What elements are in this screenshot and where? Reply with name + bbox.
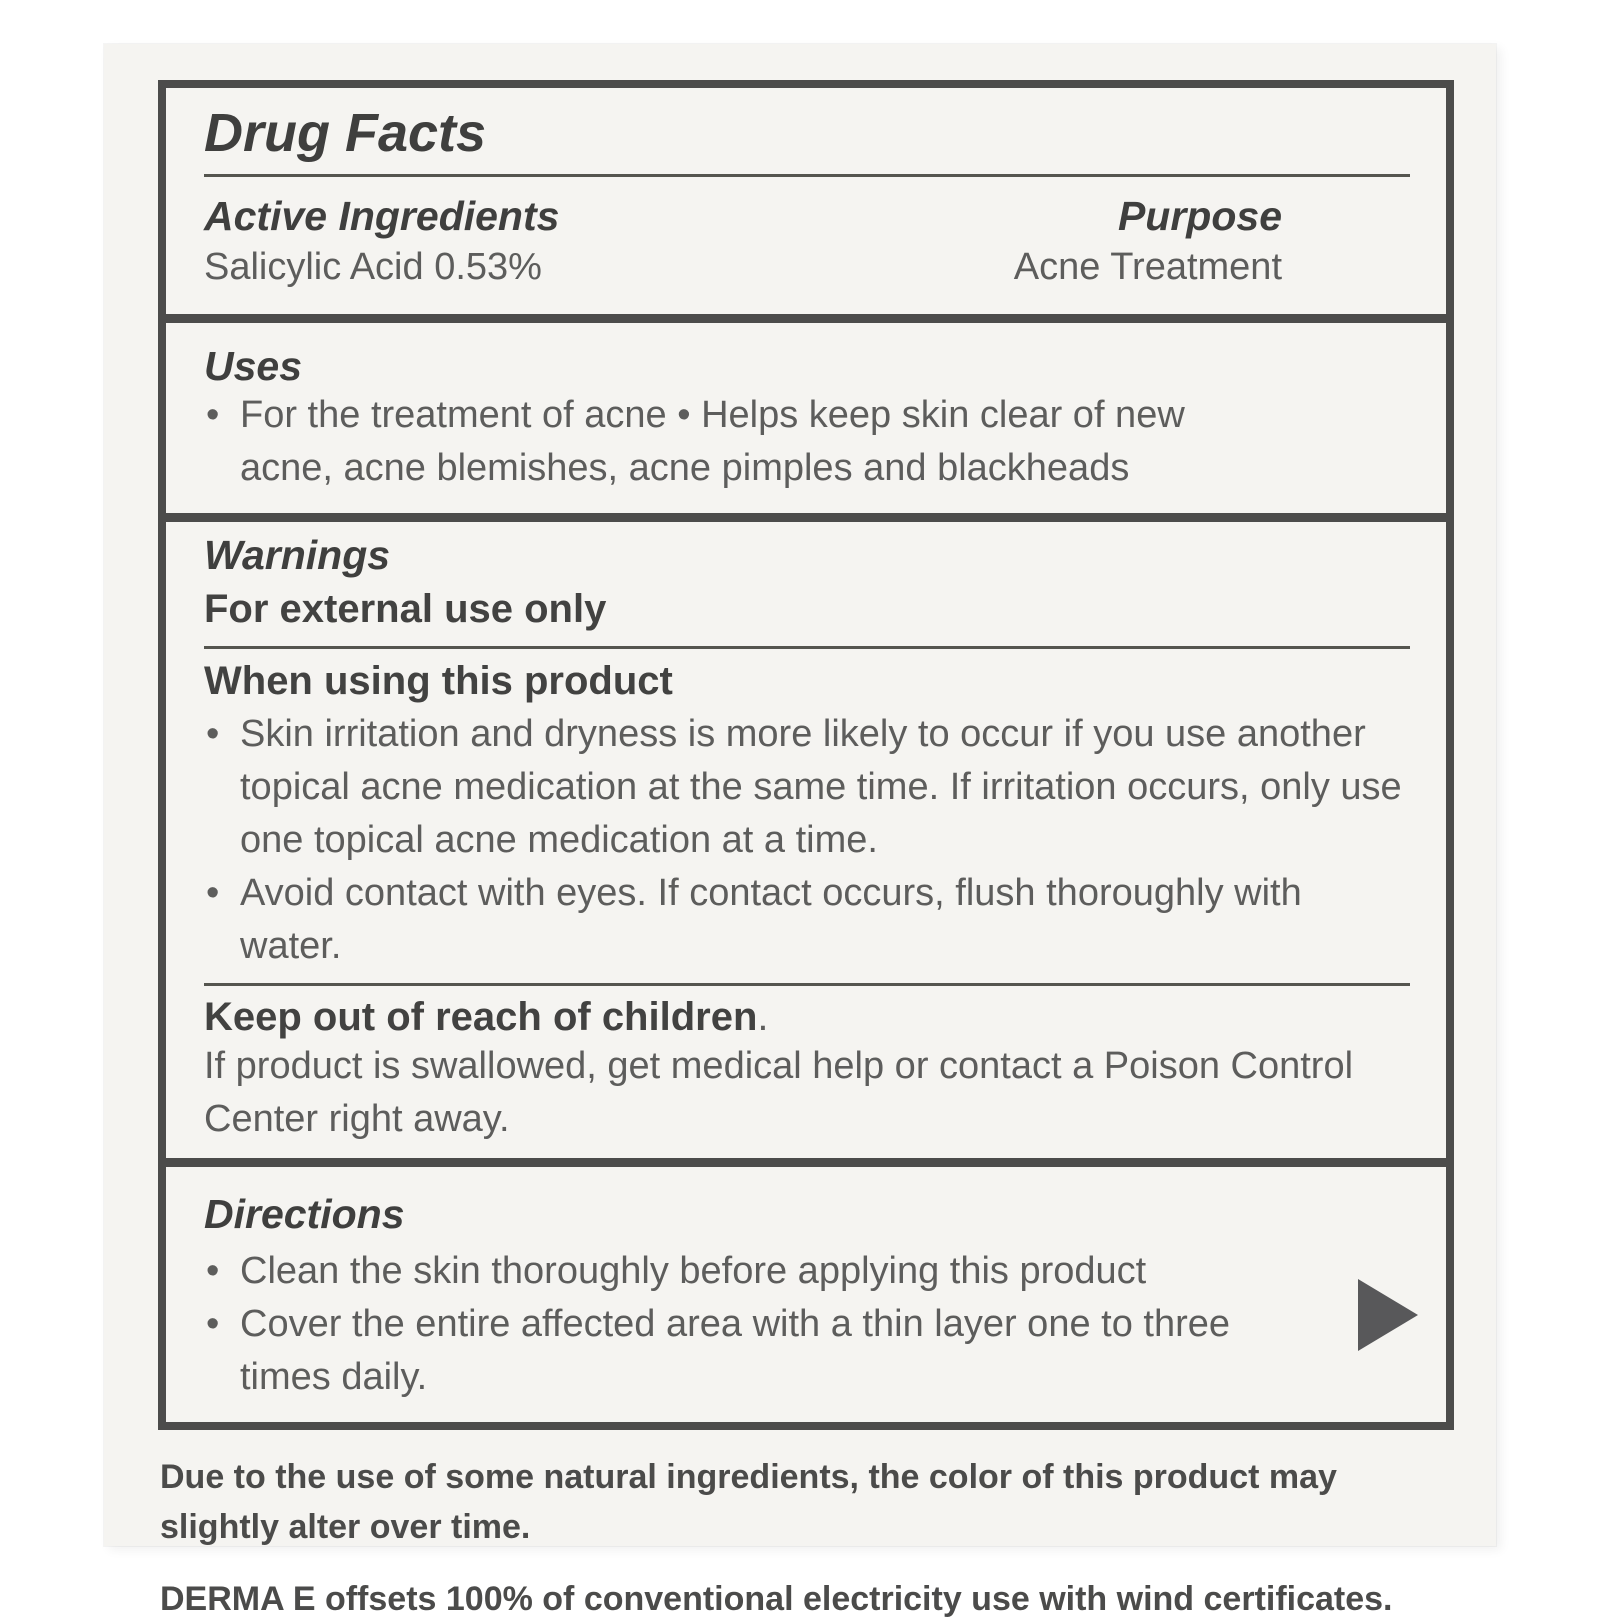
purpose-heading: Purpose — [1117, 193, 1282, 239]
active-ingredients-row — [204, 193, 1410, 294]
active-ingredient-value: Salicylic Acid 0.53% — [204, 246, 542, 288]
when-using-bullet-item: • Skin irritation and dryness is more likely to occur if you use another topical acne medication at the same time. If irritation occurs, only use one topical acne medication at a time. — [204, 708, 1410, 867]
when-using-bullet-item: • Avoid contact with eyes. If contact occurs, flush thoroughly with water. — [204, 867, 1410, 973]
wind-certificates-note: DERMA E offsets 100% of conventional electricity use with wind certificates. — [160, 1580, 1393, 1618]
footer-notes — [160, 1452, 1452, 1624]
directions-heading: Directions — [204, 1191, 405, 1237]
directions-bullet-item: • Cover the entire affected area with a thin layer one to three times daily. — [204, 1298, 1324, 1404]
continue-arrow-icon — [1358, 1279, 1418, 1351]
uses-bullet-item: • For the treatment of acne • Helps keep skin clear of new acne, acne blemishes, acne pimples and blackheads — [204, 389, 1209, 495]
purpose-column — [1014, 193, 1410, 294]
warnings-divider-1 — [204, 646, 1410, 649]
purpose-value: Acne Treatment — [1013, 246, 1282, 288]
title-divider — [204, 174, 1410, 177]
warnings-divider-2 — [204, 983, 1410, 986]
color-change-note: Due to the use of some natural ingredients, the color of this product may slightly alter over time. — [160, 1458, 1337, 1546]
keep-out-heading-bold: Keep out of reach of children — [204, 995, 758, 1039]
drug-facts-title: Drug Facts — [204, 103, 487, 163]
section-header — [166, 88, 1446, 314]
warnings-heading: Warnings — [204, 532, 391, 578]
keep-out-body: If product is swallowed, get medical help or contact a Poison Control Center right away. — [204, 1045, 1354, 1140]
keep-out-heading-period: . — [757, 995, 769, 1039]
keep-out-heading — [204, 994, 1410, 1040]
uses-heading: Uses — [204, 343, 303, 389]
when-using-heading: When using this product — [204, 659, 673, 703]
external-use-statement: For external use only — [204, 587, 607, 631]
section-warnings — [166, 513, 1446, 1158]
active-ingredients-column — [204, 193, 559, 294]
section-directions — [166, 1158, 1446, 1422]
active-ingredients-heading: Active Ingredients — [204, 193, 560, 239]
drug-facts-panel — [104, 44, 1496, 1618]
drug-facts-table — [158, 80, 1454, 1430]
directions-bullet-item: • Clean the skin thoroughly before applying this product — [204, 1245, 1324, 1298]
section-uses — [166, 314, 1446, 513]
